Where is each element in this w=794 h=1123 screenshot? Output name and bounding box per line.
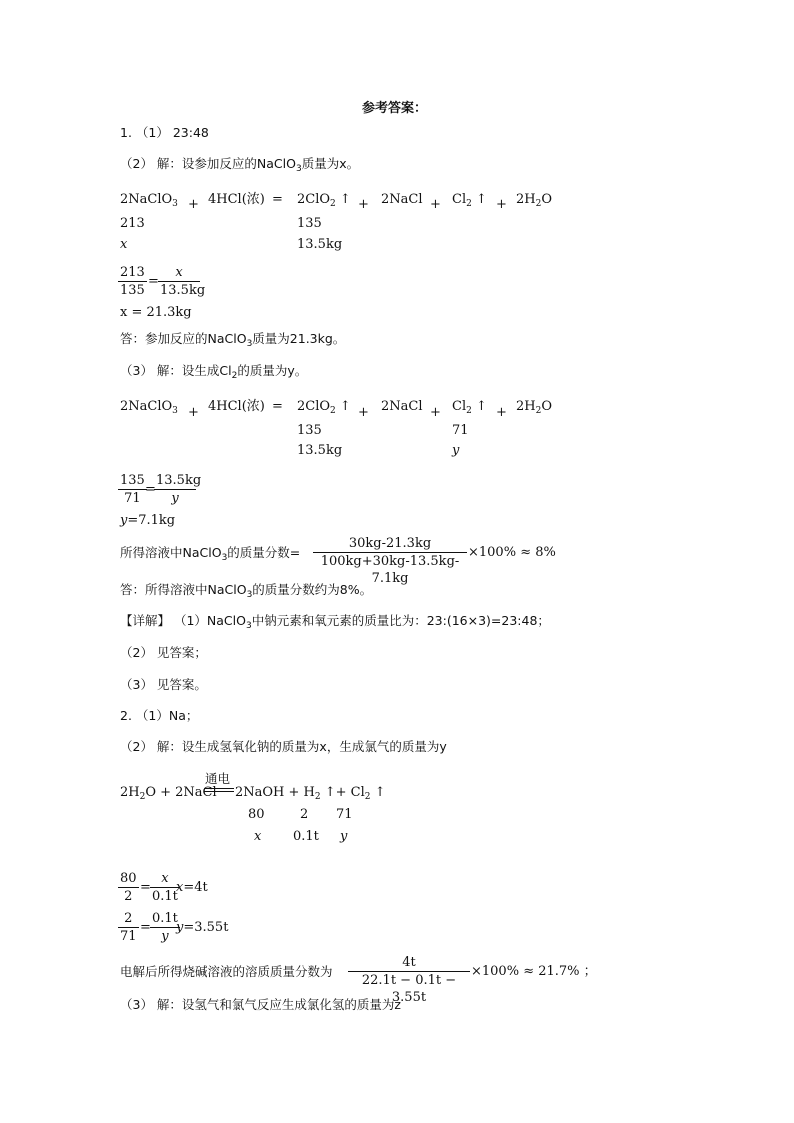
q2-val-0-1t: 0.1t (293, 829, 319, 844)
q2-part1-answer: 2. （1）Na； (120, 708, 199, 723)
q1-answer-3: 答：所得溶液中NaClO$_3$的质量分数约为8%。 (120, 582, 373, 600)
q1-detail-1: 【详解】 （1）NaClO$_3$中钠元素和氧元素的质量比为：23:(16×3)=23:48； (120, 613, 550, 631)
q1-result-y: y=7.1kg (120, 513, 176, 528)
q2-result-x: x=4t (176, 880, 208, 895)
q1-fraction-13-5-y: 13.5kg y (156, 473, 202, 506)
q1-detail-2: （2） 见答案； (120, 645, 207, 660)
q2-part2-setup: （2） 解：设生成氢氧化钠的质量为x，生成氯气的质量为y (120, 739, 447, 754)
q1-fraction-135-71: 135 71 (120, 473, 145, 506)
q2-result-y: y=3.55t (176, 920, 229, 935)
q1-fraction-x-13-5: x 13.5kg (160, 265, 206, 298)
q1-mass-13-5kg: 13.5kg (297, 237, 343, 252)
q1-mass-13-5kg-b: 13.5kg (297, 443, 343, 458)
q1-mass-fraction-result: ×100% ≈ 8% (468, 545, 556, 560)
q2-var-y: y (340, 829, 348, 844)
q2-mass-2: 2 (300, 807, 309, 822)
q2-fraction-x-0-1t: x 0.1t (152, 871, 178, 904)
q2-var-x: x (254, 829, 262, 844)
q1-fraction-213-135: 213 135 (120, 265, 145, 298)
q1-mass-71: 71 (452, 423, 469, 438)
q1-var-y: y (452, 443, 460, 458)
q1-var-x: x (120, 237, 128, 252)
q1-detail-3: （3） 见答案。 (120, 677, 207, 692)
page-title: 参考答案： (362, 101, 428, 116)
q1-part3-setup: （3） 解：设生成$Cl_2$的质量为y。 (120, 363, 308, 381)
q1-mass-213: 213 (120, 216, 145, 231)
q1-result-x: x = 21.3kg (120, 305, 192, 320)
q2-fraction-80-2: 80 2 (120, 871, 137, 904)
q2-mass-80: 80 (248, 807, 265, 822)
q1-mass-135: 135 (297, 216, 322, 231)
q2-condition: 通电 (205, 771, 231, 786)
q2-mass-fraction-expr: 4t 22.1t − 0.1t − 3.55t (348, 954, 470, 1006)
q1-part1-answer: 1. （1） 23:48 (120, 125, 209, 140)
q2-mass-71: 71 (336, 807, 353, 822)
q1-mass-fraction-expr: 30kg-21.3kg 100kg+30kg-13.5kg-7.1kg (313, 535, 467, 587)
q1-answer-1: 答：参加反应的NaClO$_3$质量为21.3kg。 (120, 331, 346, 349)
q2-fraction-0-1t-y: 0.1t y (152, 911, 178, 944)
q1-part2-setup: （2） 解：设参加反应的NaClO$_3$质量为x。 (120, 156, 360, 174)
q2-part3-setup: （3） 解：设氢气和氯气反应生成氯化氢的质量为z (120, 997, 401, 1012)
q1-mass-135-b: 135 (297, 423, 322, 438)
q2-fraction-2-71: 2 71 (120, 911, 137, 944)
q1-mass-fraction-label: 所得溶液中NaClO$_3$的质量分数= (120, 545, 301, 563)
q2-mass-fraction-result: ×100% ≈ 21.7% ； (471, 964, 597, 979)
q2-mass-fraction-label: 电解后所得烧碱溶液的溶质质量分数为 (120, 964, 333, 979)
